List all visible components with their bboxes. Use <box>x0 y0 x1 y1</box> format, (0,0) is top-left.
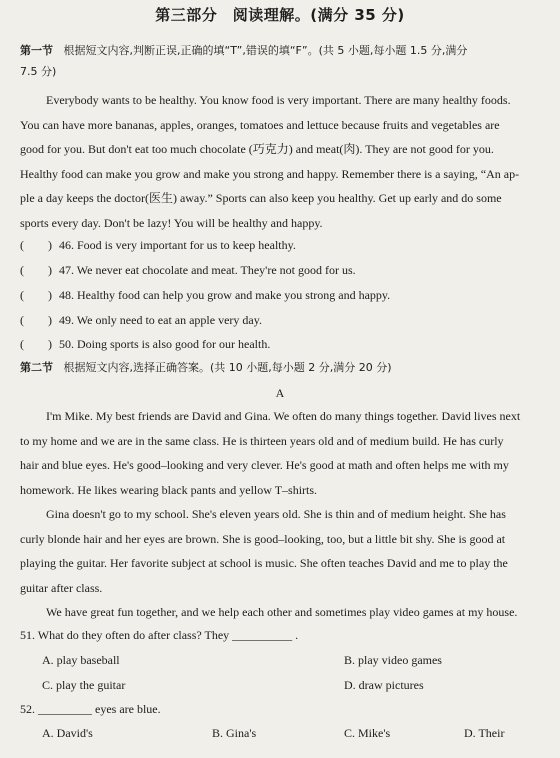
question-text: 50. Doing sports is also good for our health. <box>59 337 271 351</box>
question-51-stem: 51. What do they often do after class? They __________ . <box>20 628 299 642</box>
answer-blank[interactable]: ( ) <box>20 313 52 327</box>
tf-question-46[interactable] <box>20 237 540 253</box>
q51-option-a[interactable]: A. play baseball <box>42 653 120 667</box>
q52-option-c[interactable]: C. Mike's <box>344 726 391 740</box>
section2-instruction <box>20 357 550 378</box>
passage1-line: good for you. But don't eat too much chocolate (巧克力) and meat(肉). They are not good for you. <box>20 142 494 156</box>
section2-instruction-text: 根据短文内容,选择正确答案。(共 10 小题,每小题 2 分,满分 20 分) <box>63 361 392 374</box>
passage2-line: hair and blue eyes. He's good–looking and very clever. He's good at math and often helps me with my <box>20 458 509 472</box>
answer-blank[interactable]: ( ) <box>20 288 52 302</box>
tf-question-47[interactable] <box>20 262 540 278</box>
q52-option-a[interactable]: A. David's <box>42 726 93 740</box>
part-title: 第三部分 阅读理解。(满分 35 分) <box>155 6 405 24</box>
q52-option-b[interactable]: B. Gina's <box>212 726 257 740</box>
passage-a-label: A <box>275 386 285 400</box>
passage2-paragraph2 <box>20 502 546 600</box>
passage1-line: Healthy food can make you grow and make you strong and happy. Remember there is a saying, “An ap- <box>20 166 520 181</box>
passage2-line: Gina doesn't go to my school. She's eleven years old. She is thin and of medium height. She has <box>46 507 506 521</box>
passage2-line: playing the guitar. Her favorite subject at school is music. She often teaches David and me to play the <box>20 556 508 570</box>
section1-instruction-line2: 7.5 分) <box>20 65 57 78</box>
passage1 <box>20 88 546 235</box>
answer-blank[interactable]: ( ) <box>20 238 52 252</box>
passage2-line: I'm Mike. My best friends are David and Gina. We often do many things together. David lives next <box>46 409 521 423</box>
passage2-line: to my home and we are in the same class. He is thirteen years old and of medium build. He has curly <box>20 433 504 448</box>
section1-instruction-line1: 根据短文内容,判断正误,正确的填“T”,错误的填“F”。(共 5 小题,每小题 1.5 分,满分 <box>63 44 468 57</box>
passage2-line: homework. He likes wearing black pants and yellow T–shirts. <box>20 482 318 497</box>
q51-option-c[interactable]: C. play the guitar <box>42 678 126 692</box>
tf-question-48[interactable] <box>20 287 540 303</box>
q52-option-d[interactable]: D. Their <box>464 726 505 740</box>
question-52-stem: 52. _________ eyes are blue. <box>20 702 161 716</box>
answer-blank[interactable]: ( ) <box>20 263 52 277</box>
question-text: 49. We only need to eat an apple very day. <box>59 313 262 327</box>
question-text: 48. Healthy food can help you grow and make you strong and happy. <box>59 288 391 302</box>
question-text: 47. We never eat chocolate and meat. They're not good for us. <box>59 263 356 277</box>
section1-label: 第一节 <box>20 44 53 57</box>
q51-option-d[interactable]: D. draw pictures <box>344 678 424 692</box>
passage2-paragraph3 <box>20 600 546 625</box>
question-text: 46. Food is very important for us to keep healthy. <box>59 238 296 252</box>
passage2-line: curly blonde hair and her eyes are brown. She is good–looking, too, but a little bit shy. She is good at <box>20 531 506 546</box>
passage2-line: We have great fun together, and we help each other and sometimes play video games at my house. <box>46 605 518 619</box>
q51-option-b[interactable]: B. play video games <box>344 653 442 667</box>
passage1-line: You can have more bananas, apples, oranges, tomatoes and lettuce because fruits and vegetables are <box>20 117 500 132</box>
passage1-line: ple a day keeps the doctor(医生) away.” Sports can also keep you healthy. Get up early and do some <box>20 191 502 205</box>
tf-question-50[interactable] <box>20 336 540 352</box>
answer-blank[interactable]: ( ) <box>20 337 52 351</box>
section2-label: 第二节 <box>20 361 53 374</box>
section1-instruction <box>20 40 550 82</box>
passage2-line: guitar after class. <box>20 580 103 595</box>
passage1-line: sports every day. Don't be lazy! You will be healthy and happy. <box>20 215 323 230</box>
passage2-paragraph1 <box>20 404 546 502</box>
passage1-line: Everybody wants to be healthy. You know food is very important. There are many healthy foods. <box>46 93 511 107</box>
tf-question-49[interactable] <box>20 312 540 328</box>
